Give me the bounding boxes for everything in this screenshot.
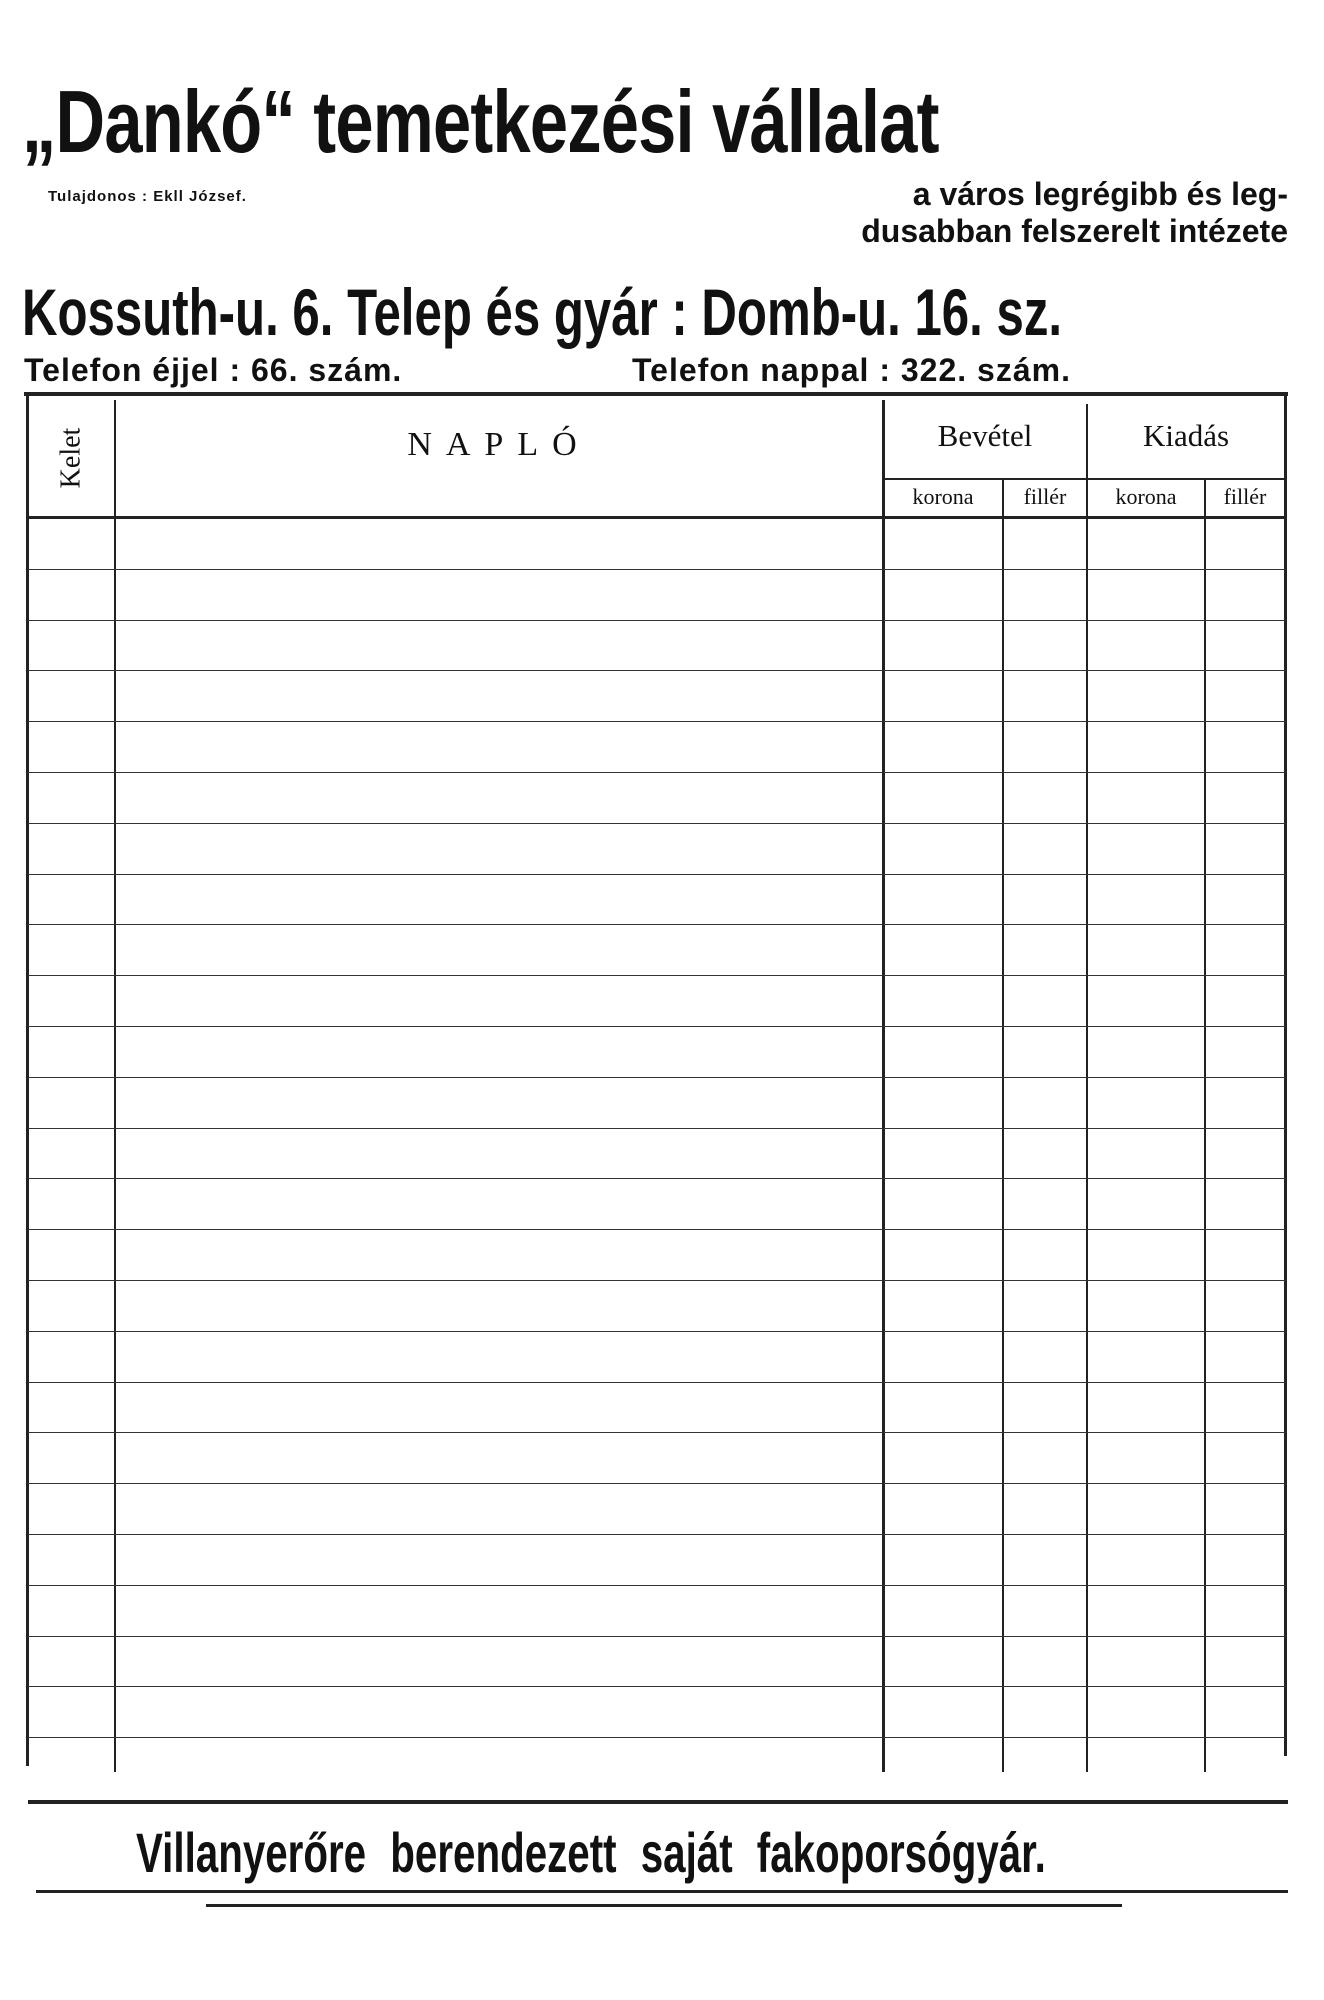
ledger-right-border (1284, 396, 1287, 1756)
phone-night: Telefon éjjel : 66. szám. (24, 352, 403, 388)
column-header-bevetel: Bevétel (937, 418, 1033, 453)
ledger-row-line (28, 924, 1286, 925)
subheader-top-line (884, 478, 1284, 480)
ledger-row-line (28, 1077, 1286, 1078)
ledger-row-line (28, 1686, 1286, 1687)
col-divider-bevetel (1086, 404, 1088, 1772)
ledger-row-line (28, 1636, 1286, 1637)
tagline-line-2: dusabban felszerelt intézete (861, 213, 1288, 249)
col-divider-kiadas-sub (1204, 478, 1206, 1772)
subheader-kiadas-filler: fillér (1223, 484, 1267, 509)
ledger-left-border (26, 396, 29, 1766)
footer-rule-middle (36, 1890, 1288, 1893)
ledger-row-line (28, 1331, 1286, 1332)
ledger-row-line (28, 620, 1286, 621)
ledger-row-line (28, 1382, 1286, 1383)
ledger-row-line (28, 569, 1286, 570)
subheader-kiadas-korona: korona (1115, 484, 1177, 509)
column-header-kiadas: Kiadás (1142, 418, 1230, 453)
col-divider-bevetel-sub (1002, 478, 1004, 1772)
footer-rule-top (28, 1800, 1288, 1804)
owner-line: Tulajdonos : Ekll József. (48, 188, 247, 205)
column-header-naplo: NAPLÓ (407, 426, 591, 463)
ledger-row-line (28, 823, 1286, 824)
ledger-row-line (28, 1128, 1286, 1129)
footer-slogan: Villanyerőre berendezett saját fakoporsógyár. (136, 1821, 1046, 1884)
ledger-row-line (28, 1178, 1286, 1179)
footer-rule-bottom (206, 1904, 1122, 1907)
subheader-bevetel-korona: korona (912, 484, 974, 509)
subheader-bevetel-filler: fillér (1023, 484, 1067, 509)
header-rule (24, 392, 1288, 396)
ledger-row-line (28, 670, 1286, 671)
ledger-row-line (28, 1229, 1286, 1230)
ledger-row-line (28, 1280, 1286, 1281)
ledger-row-line (28, 975, 1286, 976)
address-line: Kossuth-u. 6. Telep és gyár : Domb-u. 16. sz. (22, 275, 1063, 349)
phone-day: Telefon nappal : 322. szám. (632, 352, 1071, 388)
ledger-row-line (28, 772, 1286, 773)
ledger-row-line (28, 1737, 1286, 1738)
column-header-kelet (28, 400, 114, 516)
ledger-row-line (28, 1534, 1286, 1535)
ledger-row-line (28, 874, 1286, 875)
ledger-row-line (28, 1026, 1286, 1027)
header-bottom-line (28, 516, 1286, 519)
ledger-row-line (28, 1483, 1286, 1484)
col-divider-kelet (114, 400, 116, 1772)
kelet-label: Kelet (54, 427, 86, 489)
ledger-row-line (28, 1432, 1286, 1433)
tagline-line-1: a város legrégibb és leg- (912, 176, 1288, 212)
col-divider-naplo (882, 400, 885, 1772)
company-title: „Dankó“ temetkezési vállalat (22, 72, 939, 171)
ledger-row-line (28, 721, 1286, 722)
ledger-row-line (28, 1585, 1286, 1586)
tagline (700, 176, 1288, 250)
